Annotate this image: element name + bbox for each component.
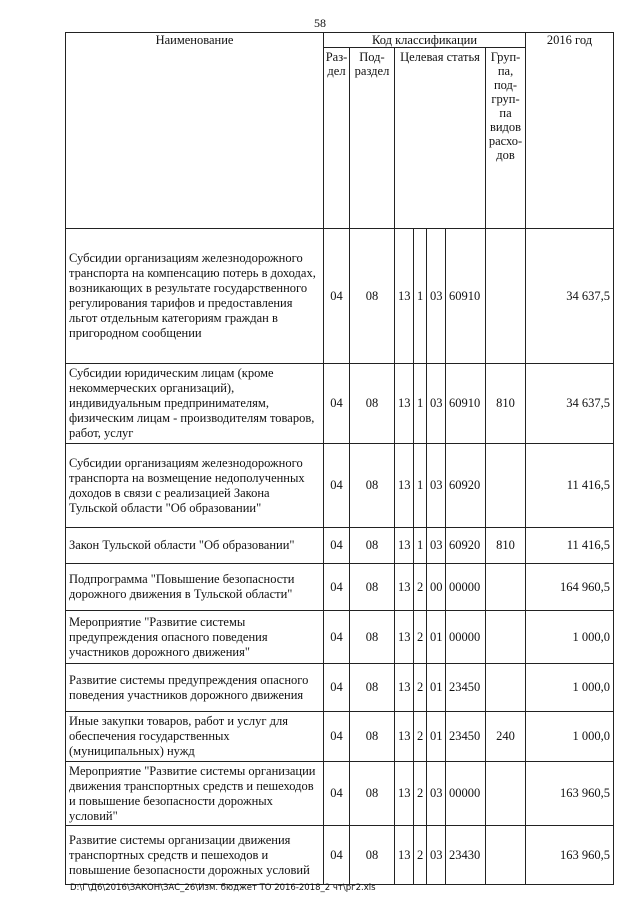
row-expense-group: 240 bbox=[486, 712, 526, 762]
row-target-direction: 23430 bbox=[446, 826, 486, 885]
row-target-event: 03 bbox=[427, 364, 446, 444]
row-expense-group bbox=[486, 826, 526, 885]
row-expense-group: 810 bbox=[486, 528, 526, 564]
row-target-program: 13 bbox=[395, 611, 414, 664]
row-section: 04 bbox=[324, 826, 350, 885]
row-amount: 11 416,5 bbox=[526, 444, 614, 528]
row-target-subprogram: 2 bbox=[414, 564, 427, 611]
table-row bbox=[66, 364, 614, 444]
row-section: 04 bbox=[324, 444, 350, 528]
row-amount: 163 960,5 bbox=[526, 826, 614, 885]
row-subsection: 08 bbox=[350, 762, 395, 826]
row-name: Мероприятие "Развитие системы предупреждения опасного поведения участников дорожного движения" bbox=[66, 611, 324, 664]
row-section: 04 bbox=[324, 712, 350, 762]
row-target-direction: 00000 bbox=[446, 564, 486, 611]
table-row bbox=[66, 762, 614, 826]
row-subsection: 08 bbox=[350, 664, 395, 712]
row-target-event: 03 bbox=[427, 762, 446, 826]
table-row bbox=[66, 826, 614, 885]
table-body bbox=[66, 229, 614, 885]
row-target-direction: 23450 bbox=[446, 664, 486, 712]
row-name: Субсидии организациям железнодорожного транспорта на возмещение недополученных доходов в связи с реализацией Закона Тульской области "Об образовании" bbox=[66, 444, 324, 528]
row-target-subprogram: 2 bbox=[414, 611, 427, 664]
row-section: 04 bbox=[324, 611, 350, 664]
header-name: Наименование bbox=[66, 33, 324, 229]
row-target-program: 13 bbox=[395, 826, 414, 885]
row-target-event: 01 bbox=[427, 611, 446, 664]
row-amount: 163 960,5 bbox=[526, 762, 614, 826]
row-target-direction: 60910 bbox=[446, 229, 486, 364]
header-group: Груп-па, под-груп-па видов расхо-дов bbox=[486, 48, 526, 229]
row-target-event: 03 bbox=[427, 528, 446, 564]
row-subsection: 08 bbox=[350, 826, 395, 885]
row-section: 04 bbox=[324, 229, 350, 364]
row-subsection: 08 bbox=[350, 712, 395, 762]
row-target-event: 01 bbox=[427, 712, 446, 762]
row-expense-group bbox=[486, 762, 526, 826]
row-target-program: 13 bbox=[395, 364, 414, 444]
row-target-program: 13 bbox=[395, 712, 414, 762]
row-expense-group: 810 bbox=[486, 364, 526, 444]
row-subsection: 08 bbox=[350, 229, 395, 364]
row-target-direction: 60920 bbox=[446, 444, 486, 528]
row-target-subprogram: 2 bbox=[414, 826, 427, 885]
table-row bbox=[66, 229, 614, 364]
row-name: Мероприятие "Развитие системы организации движения транспортных средств и пешеходов и повышение безопасности дорожных условий" bbox=[66, 762, 324, 826]
row-name: Иные закупки товаров, работ и услуг для обеспечения государственных (муниципальных) нужд bbox=[66, 712, 324, 762]
row-name: Подпрограмма "Повышение безопасности дорожного движения в Тульской области" bbox=[66, 564, 324, 611]
table-row bbox=[66, 712, 614, 762]
row-expense-group bbox=[486, 444, 526, 528]
table-row bbox=[66, 564, 614, 611]
row-target-direction: 60920 bbox=[446, 528, 486, 564]
row-amount: 1 000,0 bbox=[526, 664, 614, 712]
row-target-subprogram: 1 bbox=[414, 229, 427, 364]
row-section: 04 bbox=[324, 564, 350, 611]
row-expense-group bbox=[486, 611, 526, 664]
row-target-subprogram: 2 bbox=[414, 762, 427, 826]
row-subsection: 08 bbox=[350, 564, 395, 611]
header-section: Раз-дел bbox=[324, 48, 350, 229]
header-year: 2016 год bbox=[526, 33, 614, 229]
row-target-program: 13 bbox=[395, 229, 414, 364]
row-expense-group bbox=[486, 229, 526, 364]
row-amount: 1 000,0 bbox=[526, 611, 614, 664]
table-row bbox=[66, 528, 614, 564]
row-amount: 11 416,5 bbox=[526, 528, 614, 564]
row-expense-group bbox=[486, 564, 526, 611]
row-name: Закон Тульской области "Об образовании" bbox=[66, 528, 324, 564]
row-target-direction: 00000 bbox=[446, 611, 486, 664]
row-amount: 34 637,5 bbox=[526, 229, 614, 364]
row-amount: 34 637,5 bbox=[526, 364, 614, 444]
header-subsection: Под-раздел bbox=[350, 48, 395, 229]
budget-table bbox=[65, 32, 614, 885]
row-target-event: 01 bbox=[427, 664, 446, 712]
row-target-subprogram: 1 bbox=[414, 444, 427, 528]
row-target-program: 13 bbox=[395, 528, 414, 564]
row-name: Субсидии организациям железнодорожного транспорта на компенсацию потерь в доходах, возникающих в результате государственного регулирования тарифов и предоставления льгот отдельным категориям граждан в пригородном сообщении bbox=[66, 229, 324, 364]
row-target-program: 13 bbox=[395, 762, 414, 826]
header-target: Целевая статья bbox=[395, 48, 486, 229]
row-subsection: 08 bbox=[350, 611, 395, 664]
row-section: 04 bbox=[324, 762, 350, 826]
row-target-event: 03 bbox=[427, 826, 446, 885]
row-target-direction: 23450 bbox=[446, 712, 486, 762]
row-target-subprogram: 1 bbox=[414, 528, 427, 564]
row-target-event: 00 bbox=[427, 564, 446, 611]
row-target-event: 03 bbox=[427, 229, 446, 364]
row-name: Развитие системы предупреждения опасного поведения участников дорожного движения bbox=[66, 664, 324, 712]
row-section: 04 bbox=[324, 528, 350, 564]
row-subsection: 08 bbox=[350, 444, 395, 528]
header-code: Код классификации bbox=[324, 33, 526, 48]
row-target-program: 13 bbox=[395, 564, 414, 611]
row-subsection: 08 bbox=[350, 364, 395, 444]
row-expense-group bbox=[486, 664, 526, 712]
row-target-event: 03 bbox=[427, 444, 446, 528]
row-name: Субсидии юридическим лицам (кроме некоммерческих организаций), индивидуальным предпринимателям, физическим лицам - производителям товаров, работ, услуг bbox=[66, 364, 324, 444]
file-path-footer: D:\Г\Д6\2016\ЗАКОН\ЗАС_26\Изм. бюджет ТО 2016-2018_2 чт\рг2.xls bbox=[70, 883, 376, 893]
row-amount: 1 000,0 bbox=[526, 712, 614, 762]
row-target-subprogram: 1 bbox=[414, 364, 427, 444]
row-section: 04 bbox=[324, 664, 350, 712]
row-target-subprogram: 2 bbox=[414, 664, 427, 712]
row-target-direction: 60910 bbox=[446, 364, 486, 444]
table-row bbox=[66, 664, 614, 712]
page-number: 58 bbox=[314, 16, 326, 30]
row-name: Развитие системы организации движения транспортных средств и пешеходов и повышение безопасности дорожных условий bbox=[66, 826, 324, 885]
row-section: 04 bbox=[324, 364, 350, 444]
row-target-program: 13 bbox=[395, 664, 414, 712]
table-row bbox=[66, 444, 614, 528]
row-target-subprogram: 2 bbox=[414, 712, 427, 762]
row-target-direction: 00000 bbox=[446, 762, 486, 826]
row-amount: 164 960,5 bbox=[526, 564, 614, 611]
row-target-program: 13 bbox=[395, 444, 414, 528]
row-subsection: 08 bbox=[350, 528, 395, 564]
table-row bbox=[66, 611, 614, 664]
